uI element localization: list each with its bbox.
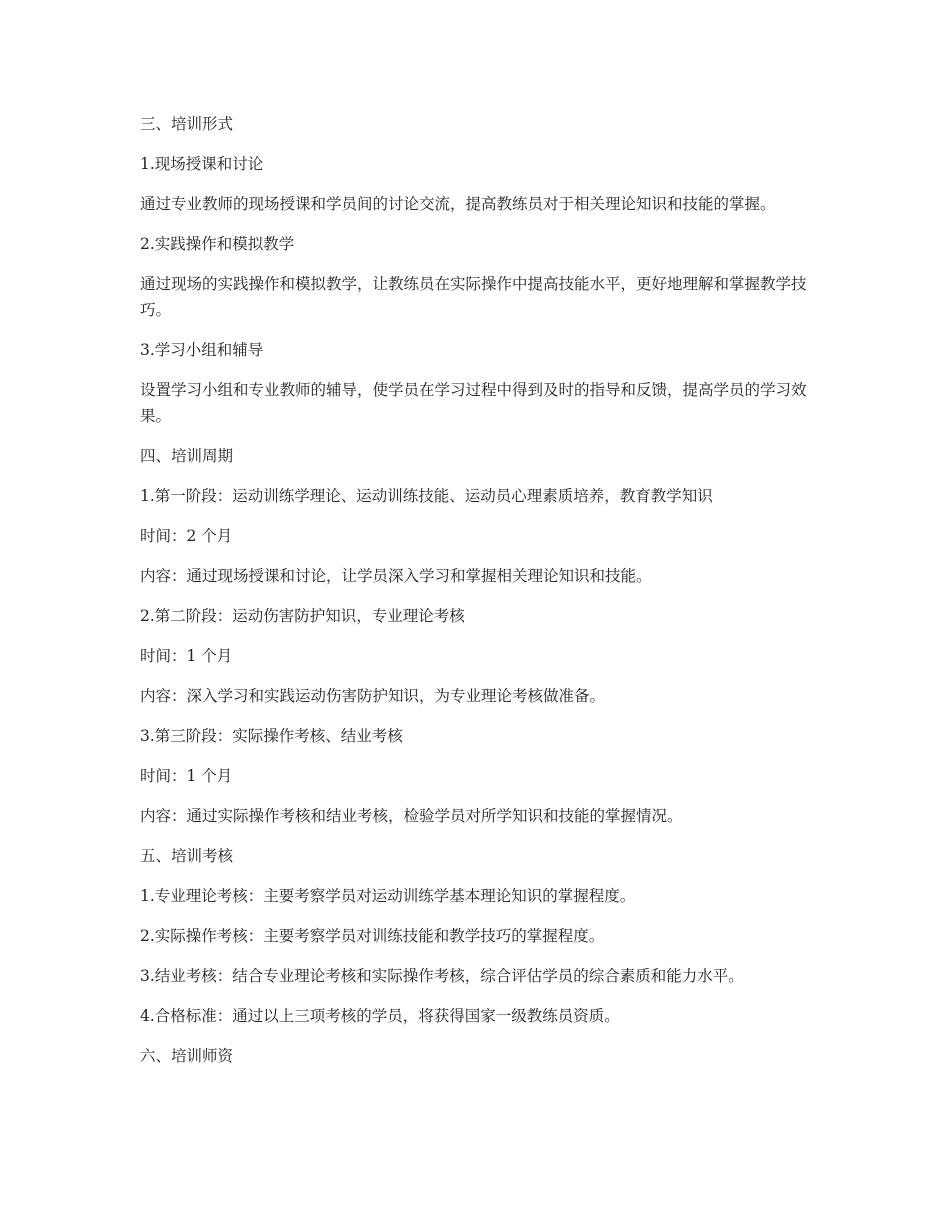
stage-1-content: 内容：通过现场授课和讨论，让学员深入学习和掌握相关理论知识和技能。 [140, 567, 652, 585]
section-heading-assessment: 五、培训考核 [140, 847, 234, 865]
document-body [140, 111, 820, 1083]
assessment-pass-standard: 4.合格标准：通过以上三项考核的学员，将获得国家一级教练员资质。 [140, 1007, 620, 1025]
stage-3-title: 3.第三阶段：实际操作考核、结业考核 [140, 727, 403, 745]
section-heading-training-format: 三、培训形式 [140, 115, 234, 133]
paragraph-practice-simulation: 通过现场的实践操作和模拟教学，让教练员在实际操作中提高技能水平，更好地理解和掌握教学技巧。 [140, 275, 807, 319]
paragraph-study-group: 设置学习小组和专业教师的辅导，使学员在学习过程中得到及时的指导和反馈，提高学员的学习效果。 [140, 381, 807, 425]
subheading-practice-simulation: 2.实践操作和模拟教学 [140, 235, 295, 253]
stage-3-content: 内容：通过实际操作考核和结业考核，检验学员对所学知识和技能的掌握情况。 [140, 807, 683, 825]
stage-2-title: 2.第二阶段：运动伤害防护知识，专业理论考核 [140, 607, 465, 625]
stage-2-content: 内容：深入学习和实践运动伤害防护知识，为专业理论考核做准备。 [140, 687, 606, 705]
stage-2-duration: 时间：1 个月 [140, 647, 233, 665]
section-heading-training-period: 四、培训周期 [140, 447, 234, 465]
stage-1-title: 1.第一阶段：运动训练学理论、运动训练技能、运动员心理素质培养，教育教学知识 [140, 487, 713, 505]
paragraph-onsite-lecture: 通过专业教师的现场授课和学员间的讨论交流，提高教练员对于相关理论知识和技能的掌握。 [140, 195, 776, 213]
assessment-theory: 1.专业理论考核：主要考察学员对运动训练学基本理论知识的掌握程度。 [140, 887, 636, 905]
subheading-study-group: 3.学习小组和辅导 [140, 341, 264, 359]
subheading-onsite-lecture: 1.现场授课和讨论 [140, 155, 264, 173]
stage-1-duration: 时间：2 个月 [140, 527, 233, 545]
assessment-graduation: 3.结业考核：结合专业理论考核和实际操作考核，综合评估学员的综合素质和能力水平。 [140, 967, 744, 985]
section-heading-trainers: 六、培训师资 [140, 1047, 234, 1065]
assessment-practical: 2.实际操作考核：主要考察学员对训练技能和教学技巧的掌握程度。 [140, 927, 605, 945]
stage-3-duration: 时间：1 个月 [140, 767, 233, 785]
